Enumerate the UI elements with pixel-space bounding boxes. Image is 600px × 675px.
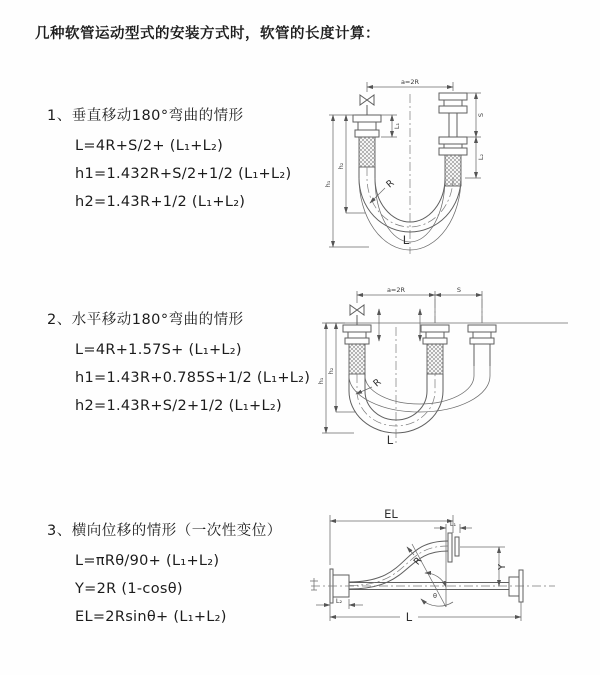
valve-icon <box>350 305 364 325</box>
dimension-a-2r <box>357 286 482 323</box>
section-2-heading: 2、水平移动180°弯曲的情形 <box>47 312 244 328</box>
label-r: R <box>411 555 425 568</box>
dimension-l1 <box>381 115 401 137</box>
radius-callout <box>356 376 384 394</box>
right-pipe <box>474 344 490 366</box>
section-1-formula-h1: h1=1.432R+S/2+1/2 (L₁+L₂) <box>75 166 292 182</box>
pipe-axis-lines <box>435 299 482 323</box>
right-flange-upper <box>439 93 467 113</box>
dim-label-l2: L₂ <box>477 153 485 161</box>
dim-label-a2r: a=2R <box>400 78 420 86</box>
label-l: L <box>386 433 394 447</box>
flange-right <box>468 325 496 344</box>
label-l: L <box>405 610 413 624</box>
dim-label-h1: h₁ <box>324 180 332 188</box>
middle-hose-braid <box>427 344 443 374</box>
dim-label-el: EL <box>384 507 398 521</box>
left-flange <box>353 115 381 137</box>
upper-flange <box>448 533 459 562</box>
section-3-formula-Y: Y=2R (1-cosθ) <box>75 581 183 597</box>
radius-callout <box>370 177 397 203</box>
page-title: 几种软管运动型式的安装方式时，软管的长度计算： <box>35 26 380 42</box>
section-1-heading: 1、垂直移动180°弯曲的情形 <box>47 108 244 124</box>
diagram-horizontal-bend <box>316 281 595 453</box>
dimension-l2 <box>465 137 485 178</box>
dim-label-l1: L₁ <box>393 122 401 130</box>
datum-symbol <box>310 578 318 590</box>
dimension-s <box>435 286 482 295</box>
section-2-formula-h2: h2=1.43R+S/2+1/2 (L₁+L₂) <box>75 398 282 414</box>
label-r: R <box>384 177 397 191</box>
section-2 <box>47 308 310 426</box>
dimension-y <box>460 547 508 586</box>
flange-left <box>343 325 371 344</box>
dim-label-h2: h₂ <box>327 367 335 375</box>
dim-label-a2r: a=2R <box>386 286 406 294</box>
section-3-formula-L: L=πRθ/90+ (L₁+L₂) <box>75 553 220 569</box>
dimension-l2 <box>316 597 363 609</box>
flange-middle <box>421 325 449 344</box>
angle-theta <box>412 544 453 607</box>
diagram-vertical-bend <box>313 66 598 271</box>
dimension-l1 <box>434 520 472 607</box>
section-1 <box>47 104 291 222</box>
section-2-formula-L: L=4R+1.57S+ (L₁+L₂) <box>75 342 242 358</box>
dimension-el <box>330 507 453 568</box>
left-hose-braid <box>349 344 365 374</box>
dim-label-s: S <box>456 286 462 294</box>
label-r: R <box>371 376 384 390</box>
label-theta: θ <box>433 592 437 600</box>
section-1-formula-h2: h2=1.43R+1/2 (L₁+L₂) <box>75 194 246 210</box>
hose-u-bend-position2 <box>349 366 490 412</box>
section-3-heading: 3、横向位移的情形（一次性变位） <box>47 523 282 539</box>
section-3-formula-EL: EL=2Rsinθ+ (L₁+L₂) <box>75 609 227 625</box>
section-1-formula-L: L=4R+S/2+ (L₁+L₂) <box>75 138 224 154</box>
label-l: L <box>402 233 410 247</box>
dimension-a-2r <box>367 78 453 92</box>
section-2-formula-h1: h1=1.43R+0.785S+1/2 (L₁+L₂) <box>75 370 311 386</box>
section-3 <box>47 519 282 637</box>
dim-label-l2: L₂ <box>335 597 343 605</box>
dim-label-h1: h₁ <box>317 377 325 385</box>
left-hose-braid <box>359 137 375 167</box>
diagram-lateral-displacement <box>303 503 595 653</box>
dim-label-y: Y <box>497 564 508 570</box>
right-flange-lower <box>439 137 467 155</box>
dim-label-s: S <box>477 112 485 118</box>
dimension-s <box>467 93 485 137</box>
valve-icon <box>360 95 374 115</box>
dim-label-h2: h₂ <box>337 162 345 170</box>
right-pipe <box>449 113 457 137</box>
dim-label-l1: L₁ <box>449 520 457 528</box>
hose-s-curve <box>349 541 448 589</box>
